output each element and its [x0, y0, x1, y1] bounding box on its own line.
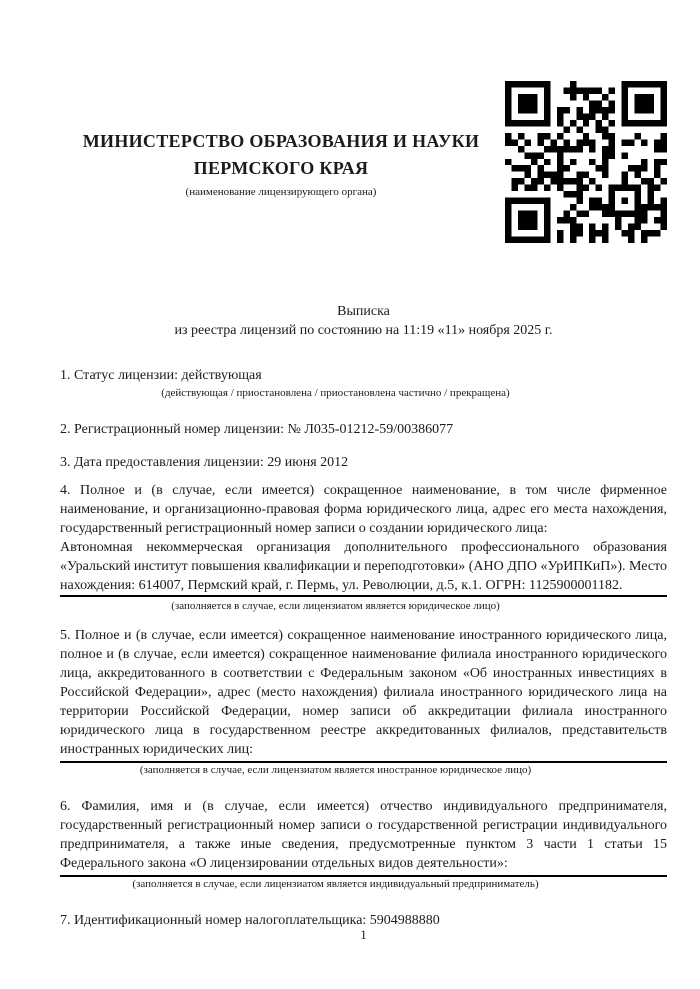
licensee-organization-field-caption: (заполняется в случае, если лицензиатом является юридическое лицо): [171, 600, 500, 612]
taxpayer-inn-text: 7. Идентификационный номер налогоплательщика: 5904988880: [60, 913, 440, 928]
ministry-name-caption: (наименование лицензирующего органа): [185, 186, 377, 198]
licensee-organization-value: Автономная некоммерческая организация дополнительного профессионального образования «Уральский институт повышения квалификации и переподготовки» (АНО ДПО «УрИПКиП»). Место нахождения: 614007, Пермский край, г. Пермь, ул. Революции, д.5, к.1. ОГРН: 1125900001182.: [60, 538, 667, 597]
foreign-entity-field-caption: (заполняется в случае, если лицензиатом является иностранное юридическое лицо): [139, 764, 532, 776]
qr-code-icon: [505, 81, 667, 243]
foreign-entity-empty-field-line: [60, 759, 667, 763]
foreign-entity-item: [60, 626, 667, 777]
license-status-field-caption: (действующая / приостановлена / приостановлена частично / прекращена): [161, 387, 510, 399]
document-title-line2: из реестра лицензий по состоянию на 11:19 «11» ноября 2025 г.: [174, 323, 553, 338]
license-status-item: [60, 366, 667, 400]
ministry-name-line1: МИНИСТЕРСТВО ОБРАЗОВАНИЯ И НАУКИ: [82, 131, 480, 151]
individual-entrepreneur-item: [60, 797, 667, 891]
document-body: [60, 366, 667, 930]
license-date-item: [60, 453, 667, 472]
ministry-name-line2: ПЕРМСКОГО КРАЯ: [193, 158, 369, 178]
individual-entrepreneur-label: 6. Фамилия, имя и (в случае, если имеется) отчество индивидуального предпринимателя, государственный регистрационный номер записи о государственной регистрации индивидуального предпринимателя, а также иные сведения, предусмотренные пунктом 3 части 1 статьи 15 Федерального закона «О лицензировании отдельных видов деятельности»:: [60, 799, 667, 871]
license-number-item: [60, 420, 667, 439]
document-title-line1: Выписка: [337, 304, 390, 319]
individual-entrepreneur-empty-field-line: [60, 873, 667, 877]
licensing-authority-header: [60, 128, 502, 199]
document-title: [60, 302, 667, 340]
licensee-organization-item: [60, 481, 667, 613]
licensee-organization-label: 4. Полное и (в случае, если имеется) сокращенное наименование, в том числе фирменное наименование, и организационно-правовая форма юридического лица, адрес его места нахождения, государственный регистрационный номер записи о создании юридического лица:: [60, 483, 667, 536]
license-number-text: 2. Регистрационный номер лицензии: № Л035-01212-59/00386077: [60, 422, 454, 437]
page-number: 1: [360, 927, 367, 942]
license-status-text: 1. Статус лицензии: действующая: [60, 368, 262, 383]
license-date-text: 3. Дата предоставления лицензии: 29 июня 2012: [60, 455, 349, 470]
foreign-entity-label: 5. Полное и (в случае, если имеется) сокращенное наименование иностранного юридического лица, полное и (в случае, если имеется) сокращенное наименование филиала иностранного юридического лица, аккредитованного в соответствии с Федеральным законом «Об иностранных инвестициях в Российской Федерации», адрес (место нахождения) филиала иностранного юридического лица на территории Российской Федерации, номер записи об аккредитации филиала иностранного юридического лица в государственном реестре аккредитованных филиалов, представительств иностранных юридических лиц:: [60, 628, 667, 757]
individual-entrepreneur-field-caption: (заполняется в случае, если лицензиатом является индивидуальный предприниматель): [132, 878, 539, 890]
